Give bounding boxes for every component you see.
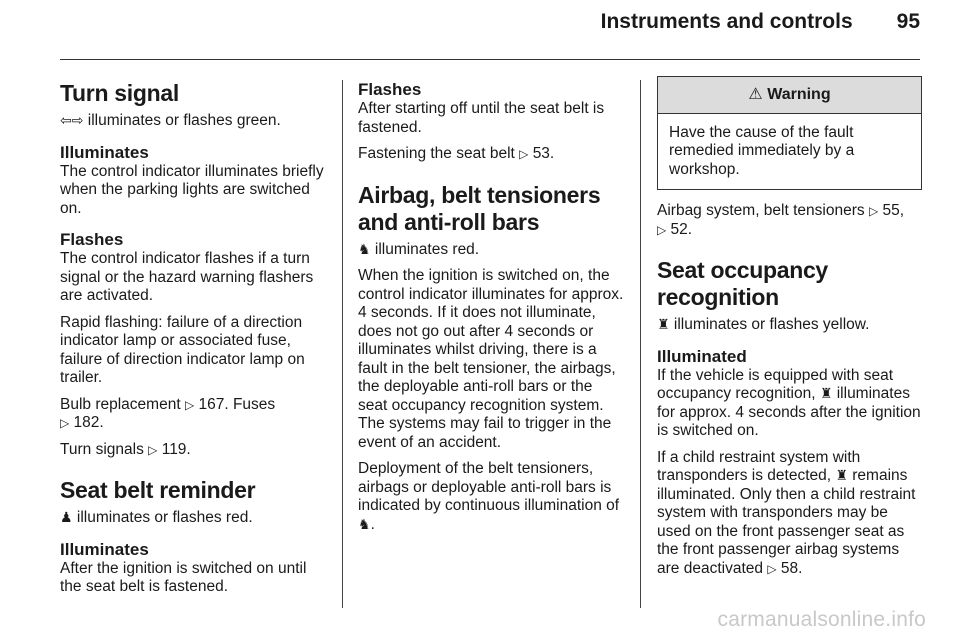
warning-box [657, 76, 922, 190]
page-header [601, 10, 920, 34]
airbag-body-1: When the ignition is switched on, the control indicator illuminates for approx. 4 seconds. If it does not illuminate, does not go out after 4 seconds or illuminates whilst driving, there is a fault in the belt tensioner, the airbags, the deployable anti-roll bars or the seat occupancy recognition system. The systems may fail to trigger in the event of an accident. [358, 267, 624, 451]
airbag-icon: ♞ [358, 516, 371, 533]
occupancy-text-1: If the vehicle is equipped with seat occupancy recognition, ♜ illuminates for approx. 4 seconds after the ignition is switched on. [657, 366, 921, 439]
page-ref-arrow-icon: ▷ [657, 222, 667, 237]
turn-signal-flashes-text: The control indicator flashes if a turn signal or the hazard warning flashers are activated. [60, 250, 314, 304]
column-1 [60, 80, 330, 605]
airbag-body-2: Deployment of the belt tensioners, airbags or deployable anti-roll bars is indicated by continuous illumination of ♞. [358, 460, 620, 533]
page-title: Instruments and controls [600, 10, 853, 33]
bulb-replacement-ref: Bulb replacement ▷ 167. Fuses ▷ 182. [60, 395, 276, 431]
turn-signal-heading: Turn signal [60, 80, 179, 106]
turn-signal-illuminates-heading: Illuminates [60, 142, 149, 162]
warning-icon: ⚠ [748, 86, 763, 103]
seat-belt-flashes-text: After starting off until the seat belt is fastened. [358, 100, 605, 136]
airbag-intro: ♞ illuminates red. [358, 240, 480, 258]
page-ref-arrow-icon: ▷ [60, 416, 70, 430]
seat-belt-intro: ♟ illuminates or flashes red. [60, 509, 253, 526]
page-ref-arrow-icon: ▷ [868, 204, 879, 218]
seat-belt-icon: ♟ [60, 510, 73, 526]
occupancy-icon: ♜ [835, 468, 848, 484]
seat-belt-flashes-heading: Flashes [358, 80, 422, 99]
column-2 [358, 80, 624, 542]
page-ref-arrow-icon: ▷ [519, 147, 529, 161]
airbag-heading: Airbag, belt tensioners and anti-roll bars [358, 181, 601, 235]
turn-signal-illuminates-text: The control indicator illuminates briefly when the parking lights are switched on. [60, 162, 324, 217]
occupancy-illuminated-heading: Illuminated [657, 346, 747, 366]
occupancy-heading: Seat occupancy recognition [657, 257, 828, 310]
seat-belt-illuminates-text: After the ignition is switched on until the seat belt is fastened. [60, 559, 307, 595]
warning-text: Have the cause of the fault remedied immediately by a workshop. [669, 123, 855, 178]
turn-signals-ref: Turn signals ▷ 119. [60, 440, 191, 458]
seat-belt-illuminates-heading: Illuminates [60, 539, 149, 559]
warning-header [658, 77, 921, 114]
column-divider-2 [640, 80, 641, 608]
warning-title: Warning [767, 86, 831, 103]
rapid-flashing-text: Rapid flashing: failure of a direction indicator lamp or associated fuse, failure of direction indicator lamp on trailer. [60, 313, 305, 386]
turn-signal-intro: ⇦⇨ illuminates or flashes green. [60, 112, 281, 129]
column-3 [657, 80, 922, 586]
header-rule [60, 59, 920, 60]
watermark: carmanualsonline.info [717, 608, 926, 631]
occupancy-icon: ♜ [819, 386, 833, 402]
occupancy-text-2: If a child restraint system with transponders is detected, ♜ remains illuminated. Only then a child restraint system with transponders may be used on the front passenger seat as the front passenger airbag systems are deactivated ▷ 58. [657, 448, 916, 577]
occupancy-icon: ♜ [657, 317, 670, 333]
occupancy-intro: ♜ illuminates or flashes yellow. [657, 316, 870, 333]
page-ref-arrow-icon: ▷ [148, 442, 158, 457]
turn-signal-icon: ⇦⇨ [60, 113, 84, 129]
fastening-ref: Fastening the seat belt ▷ 53. [358, 145, 555, 162]
page-number: 95 [896, 10, 920, 33]
airbag-icon: ♞ [358, 241, 371, 258]
seat-belt-heading: Seat belt reminder [60, 477, 256, 503]
page-ref-arrow-icon: ▷ [767, 561, 777, 576]
airbag-system-ref: Airbag system, belt tensioners ▷ 55, ▷ 52. [657, 202, 905, 238]
page-ref-arrow-icon: ▷ [184, 397, 195, 412]
column-divider-1 [342, 80, 343, 608]
turn-signal-flashes-heading: Flashes [60, 230, 124, 249]
